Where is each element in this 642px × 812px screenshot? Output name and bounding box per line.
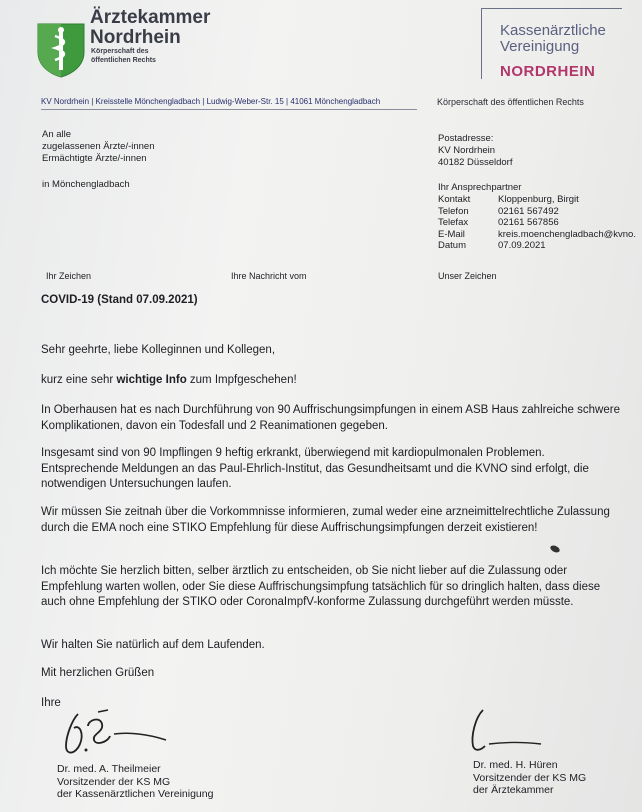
aek-name-line2: Nordrhein	[90, 27, 181, 48]
salutation-text: Sehr geehrte, liebe Kolleginnen und Kollegen,	[41, 344, 276, 356]
contact-table	[438, 194, 636, 252]
paragraph-4	[41, 564, 621, 611]
ref-unser-zeichen: Unser Zeichen	[438, 271, 497, 281]
paragraph-1-text: In Oberhausen hat es nach Durchführung von 90 Auffrischungsimpfungen in einem ASB Haus zahlreiche schwere Komplikationen, davon ein Todesfall und 2 Reanimationen gegeben.	[41, 404, 620, 432]
intro-line	[41, 373, 621, 389]
closing-text: Mit herzlichen Grüßen	[41, 667, 155, 679]
contact-label: Telefon	[438, 205, 469, 217]
kv-name-nordrhein: NORDRHEIN	[500, 63, 596, 80]
sender-address-line: KV Nordrhein | Kreisstelle Mönchengladbach | Ludwig-Weber-Str. 15 | 41061 Mönchengladbach	[41, 97, 381, 106]
signature-right-org: der Ärztekammer	[473, 784, 554, 796]
contact-row	[438, 217, 636, 229]
kv-name-line2: Vereinigung	[500, 38, 580, 55]
contact-value: 02161 567492	[498, 205, 559, 217]
paragraph-3	[41, 505, 621, 536]
paragraph-2-text: Insgesamt sind von 90 Impflingen 9 heftig erkrankt, überwiegend mit kardiopulmonalen Problemen. Entsprechende Meldungen an das Paul-Ehrlich-Institut, das Gesundheitsamt und die KVNO sind erfolgt, die notwendigen Untersuchungen laufen.	[41, 447, 589, 490]
postal-label: Postadresse:	[438, 133, 494, 144]
aek-sub-line2: öffentlichen Rechts	[91, 57, 156, 64]
recipient-location: in Mönchengladbach	[42, 179, 130, 190]
aek-sub-line1: Körperschaft des	[91, 48, 149, 55]
aek-name-line1: Ärztekammer	[90, 7, 211, 28]
ref-ihr-zeichen: Ihr Zeichen	[46, 271, 92, 281]
closing	[41, 666, 621, 682]
intro-pre: kurz eine sehr	[41, 374, 117, 386]
contact-label: Kontakt	[438, 194, 471, 205]
ink-smudge	[549, 544, 561, 554]
ihre-text: Ihre	[41, 697, 61, 709]
sender-underline	[41, 109, 417, 110]
ref-ihre-nachricht: Ihre Nachricht vom	[231, 271, 307, 281]
paragraph-1	[41, 403, 621, 434]
contact-label: E-Mail	[438, 228, 465, 240]
paragraph-5	[41, 638, 621, 654]
intro-bold: wichtige Info	[116, 374, 187, 386]
letter-subject: COVID-19 (Stand 07.09.2021)	[41, 294, 198, 306]
contact-label: Datum	[438, 240, 466, 251]
recipient-line1: An alle	[42, 129, 72, 140]
contact-row	[438, 206, 636, 218]
intro-post: zum Impfgeschehen!	[186, 374, 297, 386]
contact-row	[438, 240, 636, 252]
postal-line1: KV Nordrhein	[438, 145, 496, 156]
signature-left	[57, 763, 213, 801]
contact-row	[438, 229, 636, 241]
recipient-line3: Ermächtigte Ärzte/-innen	[42, 153, 147, 164]
signature-right	[473, 759, 586, 797]
aek-name	[90, 8, 210, 48]
signature-left-role: Vorsitzender der KS MG	[57, 775, 171, 788]
contact-value: Kloppenburg, Birgit	[498, 194, 579, 205]
kv-name-line1: Kassenärztliche	[500, 22, 606, 39]
salutation	[41, 343, 621, 359]
contact-date: 07.09.2021	[498, 240, 546, 251]
signature-left-image	[58, 706, 178, 758]
signature-left-org: der Kassenärztlichen Vereinigung	[57, 788, 214, 800]
paragraph-4-text: Ich möchte Sie herzlich bitten, selber ärztlich zu entscheiden, ob Sie nicht lieber auf die Zulassung oder Empfehlung warten wollen, oder Sie diese Auffrischungsimpfung tatsächlich für so dringlich halten, dass diese auch ohne Empfehlung der STIKO oder CoronaImpfV-konforme Zulassung durchgeführt werden müsste.	[41, 565, 601, 608]
caduceus-shield-icon	[36, 22, 86, 78]
paragraph-5-text: Wir halten Sie natürlich auf dem Laufenden.	[41, 639, 265, 651]
postal-line2: 40182 Düsseldorf	[438, 157, 513, 168]
contact-row	[438, 194, 636, 206]
paragraph-3-text: Wir müssen Sie zeitnah über die Vorkommnisse informieren, zumal weder eine arzneimittelrechtliche Zulassung durch die EMA noch eine STIKO Empfehlung für diese Auffrischungsimpfungen derzeit existieren!	[41, 506, 610, 534]
recipient-line2: zugelassenen Ärzte/-innen	[42, 141, 155, 152]
aek-subtitle	[91, 47, 191, 65]
postal-address	[438, 133, 512, 169]
kv-name	[500, 23, 606, 55]
signature-right-role: Vorsitzender der KS MG	[473, 771, 587, 784]
recipient-block	[42, 129, 155, 165]
signature-left-name: Dr. med. A. Theilmeier	[57, 763, 161, 775]
koerperschaft-note: Körperschaft des öffentlichen Rechts	[437, 97, 584, 107]
paragraph-2	[41, 446, 621, 493]
signature-right-name: Dr. med. H. Hüren	[473, 759, 558, 771]
contact-label: Telefax	[438, 217, 469, 228]
contact-email: kreis.moenchengladbach@kvno.	[498, 228, 636, 240]
contact-heading: Ihr Ansprechpartner	[438, 182, 522, 193]
contact-value: 02161 567856	[498, 217, 559, 228]
signature-right-image	[455, 706, 545, 754]
